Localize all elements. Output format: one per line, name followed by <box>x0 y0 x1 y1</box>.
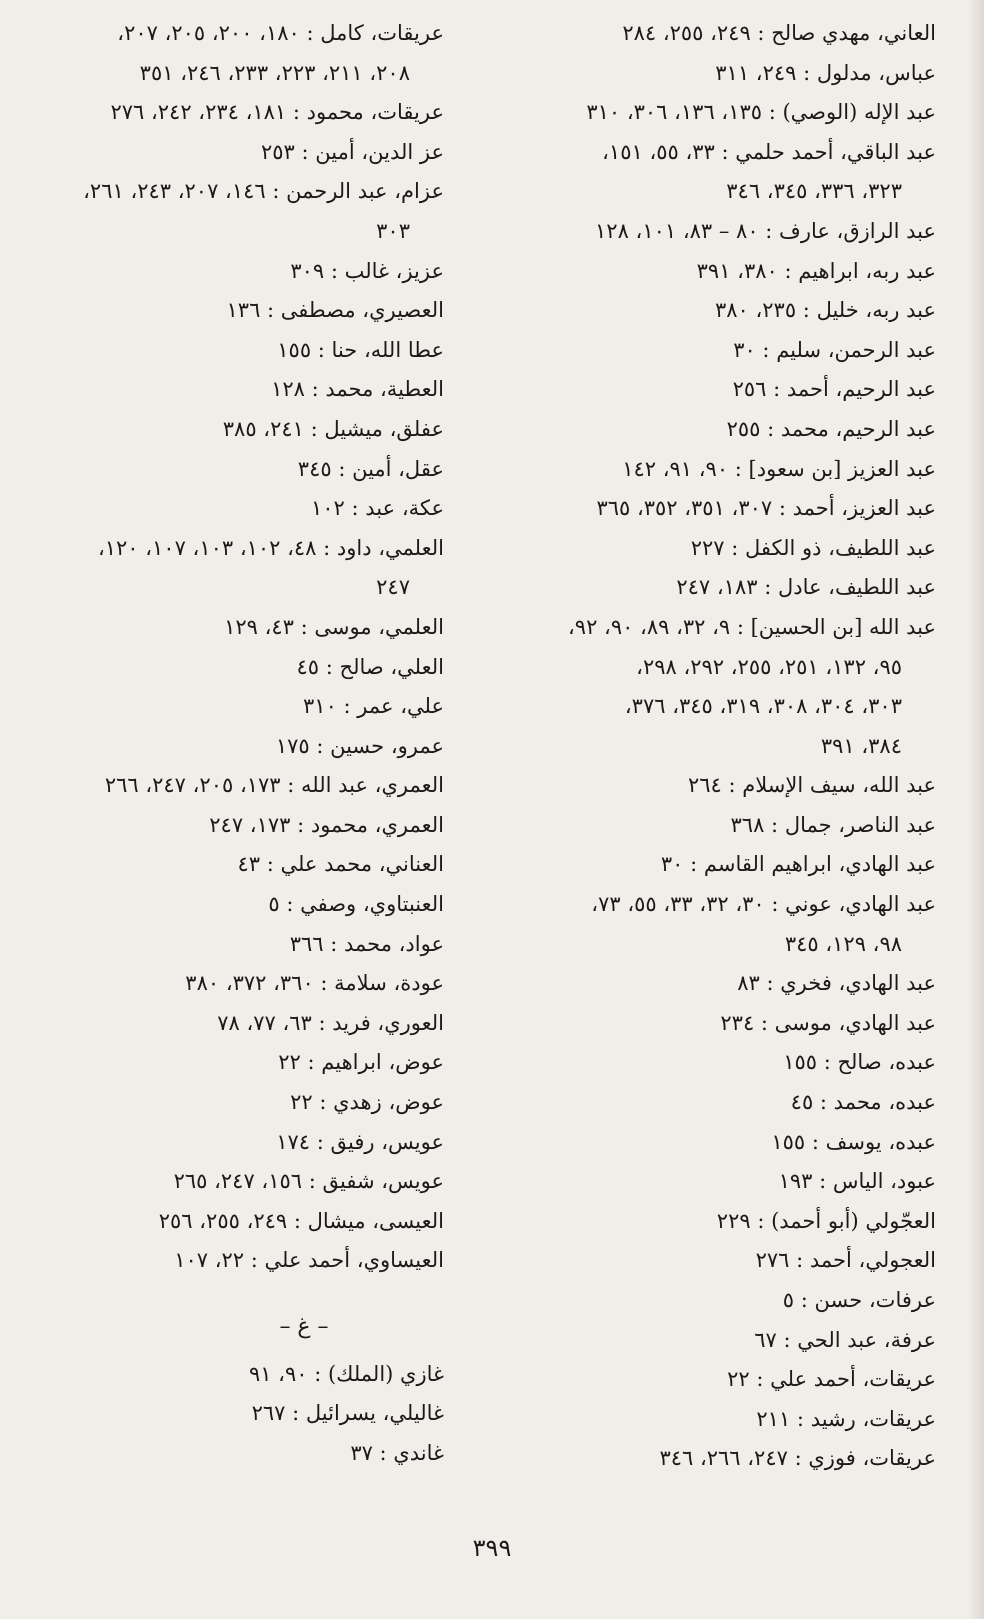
index-entry: عبده، صالح : ١٥٥ <box>783 1050 936 1075</box>
entry-pages: ٣٠٣ <box>376 218 410 243</box>
entry-name: عمرو، حسين <box>330 733 444 758</box>
index-entry: عريقات، كامل : ١٨٠، ٢٠٠، ٢٠٥، ٢٠٧، ٢٠٨، ٢١١، ٢٢٣، ٢٣٣، ٢٤٦، ٣٥١ <box>14 14 444 93</box>
entry-name: العوري، فريد <box>332 1010 444 1035</box>
entry-pages: ١٤٦، ٢٠٧، ٢٤٣، ٢٦١، <box>83 179 266 204</box>
entry-name: العمري، محمود <box>310 812 444 837</box>
index-entry: عبد الرحيم، محمد : ٢٥٥ <box>726 416 936 441</box>
index-entry: العيساوي، أحمد علي : ٢٢، ١٠٧ <box>174 1248 444 1273</box>
entry-name: عبد العزيز، أحمد <box>792 496 936 521</box>
index-entry: غازي (الملك) : ٩٠، ٩١ <box>248 1361 444 1386</box>
entry-pages: ٣٨٠، ٣٩١ <box>696 258 778 283</box>
entry-pages: ١٥٥ <box>771 1129 806 1154</box>
index-entry: العصيري، مصطفى : ١٣٦ <box>226 298 444 323</box>
entry-name: علي، عمر <box>357 694 444 719</box>
index-entry: عبد الهادي، موسى : ٢٣٤ <box>720 1010 936 1035</box>
entry-name: غاندي <box>393 1440 444 1465</box>
index-entry: عبد اللطيف، ذو الكفل : ٢٢٧ <box>690 535 936 560</box>
entry-name: عريقات، محمود <box>306 100 444 125</box>
index-entry: عريقات، فوزي : ٢٤٧، ٢٦٦، ٣٤٦ <box>659 1446 936 1471</box>
entry-pages: ١٨٠، ٢٠٠، ٢٠٥، ٢٠٧، <box>117 21 300 45</box>
entry-name: عكة، عبد <box>365 496 444 521</box>
entry-pages: ٢١١ <box>756 1406 791 1431</box>
entry-name: العلي، صالح <box>339 654 444 679</box>
index-entry: عمرو، حسين : ١٧٥ <box>275 733 444 758</box>
entry-pages: ٣٦٨ <box>730 812 765 837</box>
entry-name: عواد، محمد <box>344 931 444 956</box>
index-entry: العوري، فريد : ٦٣، ٧٧، ٧٨ <box>217 1010 444 1035</box>
entry-pages: ٤٣، ١٢٩ <box>224 614 294 639</box>
entry-pages: ٣٣، ٥٥، ١٥١، <box>602 139 715 164</box>
entry-name: عبد الرحيم، محمد <box>780 416 936 441</box>
entry-name: العيسى، ميشال <box>307 1208 444 1233</box>
index-entry: عطا الله، حنا : ١٥٥ <box>277 337 444 362</box>
entry-pages: ١٠٢ <box>310 496 345 521</box>
index-entry: العطية، محمد : ١٢٨ <box>271 377 444 402</box>
index-entry: عبد الهادي، عوني : ٣٠، ٣٢، ٣٣، ٥٥، ٧٣، ٩٨، ١٢٩، ٣٤٥ <box>496 885 936 964</box>
index-entry: عبد الله، سيف الإسلام : ٢٦٤ <box>687 773 936 798</box>
entry-pages: ٢٤٧، ٢٦٦، ٣٤٦ <box>659 1446 788 1471</box>
entry-pages: ١٣٥، ١٣٦، ٣٠٦، ٣١٠ <box>586 100 763 125</box>
entry-name: العلمي، داود <box>336 535 444 560</box>
index-entry: عويس، رفيق : ١٧٤ <box>276 1129 444 1154</box>
entry-pages: ٣٠، ٣٢، ٣٣، ٥٥، ٧٣، <box>591 892 765 917</box>
index-entry: عرفة، عبد الحي : ٦٧ <box>754 1327 936 1352</box>
entry-name: عريقات، أحمد علي <box>770 1367 936 1392</box>
entry-pages: ٢٢ <box>727 1367 750 1392</box>
entry-name: عرفات، حسن <box>814 1288 936 1312</box>
index-entry: العجّولي (أبو أحمد) : ٢٢٩ <box>716 1208 936 1233</box>
entry-pages: ٥ <box>268 892 280 917</box>
entry-name: عقل، أمين <box>352 456 444 481</box>
entry-pages: ٩٠، ٩١، ١٤٢ <box>622 456 729 481</box>
entry-name: العصيري، مصطفى <box>280 298 444 323</box>
entry-pages: ٩٥، ١٣٢، ٢٥١، ٢٥٥، ٢٩٢، ٢٩٨، <box>636 654 902 679</box>
index-entry: عواد، محمد : ٣٦٦ <box>289 931 444 956</box>
entry-pages: ٢٢، ١٠٧ <box>174 1248 245 1273</box>
entry-pages: ٦٧ <box>754 1327 777 1352</box>
entry-name: العمري، عبد الله <box>301 773 444 798</box>
entry-pages: ٣٠ <box>733 337 756 362</box>
page-edge <box>968 0 984 1619</box>
entry-pages: ٤٥ <box>790 1090 814 1115</box>
index-entry: عبد الهادي، فخري : ٨٣ <box>737 971 936 996</box>
index-entry: العلمي، موسى : ٤٣، ١٢٩ <box>224 614 444 639</box>
index-entry: عبده، محمد : ٤٥ <box>790 1090 936 1115</box>
entry-name: العنبتاوي، وصفي <box>300 892 444 917</box>
entry-name: عريقات، كامل <box>320 21 444 45</box>
entries-ghayn <box>14 1355 444 1474</box>
entry-pages: ٣٧ <box>350 1440 373 1465</box>
entry-name: عبد ربه، ابراهيم <box>798 258 936 283</box>
entry-pages: ٣٨٤، ٣٩١ <box>820 733 902 758</box>
entry-name: عزام، عبد الرحمن <box>286 179 444 204</box>
index-entry: عكة، عبد : ١٠٢ <box>310 496 444 521</box>
entry-pages: ٢٢ <box>290 1090 313 1115</box>
index-entry: عقل، أمين : ٣٤٥ <box>297 456 444 481</box>
index-entry: العلمي، داود : ٤٨، ١٠٢، ١٠٣، ١٠٧، ١٢٠، ٢٤٧ <box>14 529 444 608</box>
entry-name: عزيز، غالب <box>344 258 444 283</box>
entry-pages: ٢٤٧ <box>376 575 410 600</box>
entry-pages: ٢٠٨، ٢١١، ٢٢٣، ٢٣٣، ٢٤٦، ٣٥١ <box>139 60 410 85</box>
entry-name: عودة، سلامة <box>334 971 444 996</box>
entry-name: عبد الهادي، ابراهيم القاسم <box>703 852 936 877</box>
entry-name: عبد الهادي، موسى <box>774 1010 936 1035</box>
entry-name: عبد العزيز [بن سعود] <box>748 456 936 481</box>
entry-pages: ١٥٥ <box>277 337 312 362</box>
index-entry: عبد ربه، خليل : ٢٣٥، ٣٨٠ <box>714 298 936 323</box>
entry-name: عبد الرحمن، سليم <box>776 337 936 362</box>
entry-name: عباس، مدلول <box>816 60 936 85</box>
index-entry: عرفات، حسن : ٥ <box>782 1288 936 1312</box>
entry-pages: ١٨٣، ٢٤٧ <box>676 575 758 600</box>
entry-pages: ١٧٣، ٢٤٧ <box>209 812 291 837</box>
index-entry: العمري، محمود : ١٧٣، ٢٤٧ <box>209 812 444 837</box>
entry-pages: ٣٦٠، ٣٧٢، ٣٨٠ <box>185 971 314 996</box>
entry-name: عبده، يوسف <box>825 1129 936 1154</box>
entry-pages: ٣٠٧، ٣٥١، ٣٥٢، ٣٦٥ <box>596 496 773 521</box>
entry-pages: ٣١٠ <box>303 694 337 719</box>
entry-name: عوض، زهدي <box>333 1090 444 1115</box>
entry-pages: ٣٠٩ <box>290 258 325 283</box>
index-entry: العنبتاوي، وصفي : ٥ <box>268 892 444 917</box>
index-column-left <box>14 14 444 1473</box>
entry-pages: ٤٨، ١٠٢، ١٠٣، ١٠٧، ١٢٠، <box>97 535 317 560</box>
entry-name: العيساوي، أحمد علي <box>264 1248 444 1273</box>
index-entry: عبد الرازق، عارف : ٨٠ – ٨٣، ١٠١، ١٢٨ <box>595 218 936 243</box>
index-entry: عبد العزيز [بن سعود] : ٩٠، ٩١، ١٤٢ <box>622 456 936 481</box>
entry-name: عبد الباقي، أحمد حلمي <box>735 139 936 164</box>
entry-pages: ١٣٦ <box>226 298 261 323</box>
entry-name: عبده، صالح <box>837 1050 936 1075</box>
index-entry: عبد الرحيم، أحمد : ٢٥٦ <box>732 377 936 402</box>
index-entry: العناني، محمد علي : ٤٣ <box>237 852 444 877</box>
entry-name: عبد الإله (الوصي) <box>782 100 936 125</box>
entry-name: عبد الرحيم، أحمد <box>786 377 936 402</box>
index-entry: العيسى، ميشال : ٢٤٩، ٢٥٥، ٢٥٦ <box>158 1208 444 1233</box>
entry-pages: ٢٣٥، ٣٨٠ <box>714 298 797 323</box>
entry-name: غازي (الملك) <box>327 1361 444 1386</box>
index-entry: عوض، زهدي : ٢٢ <box>290 1090 444 1115</box>
index-entry: عبد الهادي، ابراهيم القاسم : ٣٠ <box>660 852 936 877</box>
entry-name: العاني، مهدي صالح <box>771 21 936 45</box>
entry-pages: ٢٤٩، ٢٥٥، ٢٥٦ <box>158 1208 288 1233</box>
entry-pages: ١٥٥ <box>783 1050 818 1075</box>
entry-pages: ٣٠٣، ٣٠٤، ٣٠٨، ٣١٩، ٣٤٥، ٣٧٦، <box>624 694 902 719</box>
entry-pages: ٢٥٥ <box>726 416 761 441</box>
entry-name: عرفة، عبد الحي <box>797 1327 936 1352</box>
index-entry: عبد ربه، ابراهيم : ٣٨٠، ٣٩١ <box>696 258 936 283</box>
index-entry: علي، عمر : ٣١٠ <box>303 694 444 719</box>
index-entry: عوض، ابراهيم : ٢٢ <box>278 1050 444 1075</box>
index-entry: غاليلي، يسرائيل : ٢٦٧ <box>251 1401 444 1426</box>
entry-pages: ١٨١، ٢٣٤، ٢٤٢، ٢٧٦ <box>110 100 287 125</box>
entry-name: عز الدين، أمين <box>315 139 444 164</box>
entry-name: عطا الله، حنا <box>331 337 444 362</box>
entry-name: عبد الله [بن الحسين] <box>750 614 936 639</box>
entry-name: عوض، ابراهيم <box>321 1050 444 1075</box>
entry-name: عبد اللطيف، عادل <box>777 575 936 600</box>
entry-pages: ٣٤٥ <box>297 456 332 481</box>
entry-pages: ٨٠ – ٨٣، ١٠١، ١٢٨ <box>595 218 759 243</box>
entry-pages: ١٧٥ <box>275 733 310 758</box>
index-entry: عريقات، محمود : ١٨١، ٢٣٤، ٢٤٢، ٢٧٦ <box>110 100 444 125</box>
entry-name: عويس، شفيق <box>322 1169 444 1194</box>
entry-pages: ٩٨، ١٢٩، ٣٤٥ <box>784 931 902 956</box>
index-entry: عزام، عبد الرحمن : ١٤٦، ٢٠٧، ٢٤٣، ٢٦١، ٣٠٣ <box>14 172 444 251</box>
index-entry: عبده، يوسف : ١٥٥ <box>771 1129 936 1154</box>
entry-pages: ٦٣، ٧٧، ٧٨ <box>217 1010 312 1035</box>
index-column-right <box>496 14 936 1479</box>
entry-name: عبد اللطيف، ذو الكفل <box>744 535 936 560</box>
entry-name: العلمي، موسى <box>314 614 444 639</box>
page-number: ٣٩٩ <box>472 1534 512 1562</box>
index-entry: عبد الله [بن الحسين] : ٩، ٣٢، ٨٩، ٩٠، ٩٢، ٩٥، ١٣٢، ٢٥١، ٢٥٥، ٢٩٢، ٢٩٨، ٣٠٣، ٣٠٤، ٣٠٨، ٣١٩، ٣٤٥، ٣٧٦، ٣٨٤، ٣٩١ <box>496 608 936 766</box>
entries-ayn-continued <box>14 14 444 1281</box>
index-entry: عبد الإله (الوصي) : ١٣٥، ١٣٦، ٣٠٦، ٣١٠ <box>586 100 936 125</box>
index-entry: عز الدين، أمين : ٢٥٣ <box>260 139 444 164</box>
entry-name: عريقات، رشيد <box>810 1406 936 1431</box>
entry-pages: ٢٢٩ <box>716 1208 751 1233</box>
index-entry: غاندي : ٣٧ <box>350 1440 444 1465</box>
entry-name: عويس، رفيق <box>330 1129 444 1154</box>
index-entry: العجولي، أحمد : ٢٧٦ <box>755 1248 936 1273</box>
index-entry: عريقات، أحمد علي : ٢٢ <box>727 1367 936 1392</box>
index-entry: العلي، صالح : ٤٥ <box>296 654 444 679</box>
index-entry: عباس، مدلول : ٢٤٩، ٣١١ <box>715 60 936 85</box>
index-entry: عبد الرحمن، سليم : ٣٠ <box>733 337 936 362</box>
entry-name: عبد الله، سيف الإسلام <box>742 773 936 798</box>
entry-pages: ١٧٤ <box>276 1129 311 1154</box>
index-entry: عبود، الياس : ١٩٣ <box>778 1169 936 1194</box>
entry-pages: ٩، ٣٢، ٨٩، ٩٠، ٩٢، <box>568 614 731 639</box>
entry-pages: ٢٢ <box>278 1050 301 1075</box>
entry-pages: ٢٧٦ <box>755 1248 790 1273</box>
entry-name: عبده، محمد <box>833 1090 936 1115</box>
entry-name: العجّولي (أبو أحمد) <box>771 1208 936 1233</box>
entry-name: العناني، محمد علي <box>280 852 444 877</box>
entry-pages: ٤٥ <box>296 654 320 679</box>
section-letter-ghayn: – غ – <box>279 1314 329 1339</box>
entry-pages: ٢٤١، ٣٨٥ <box>222 416 304 441</box>
entry-pages: ٢٣٤ <box>720 1010 755 1035</box>
entry-pages: ١٧٣، ٢٠٥، ٢٤٧، ٢٦٦ <box>104 773 281 798</box>
index-entry: عبد اللطيف، عادل : ١٨٣، ٢٤٧ <box>676 575 936 600</box>
index-entry: عبد العزيز، أحمد : ٣٠٧، ٣٥١، ٣٥٢، ٣٦٥ <box>596 496 936 521</box>
entry-pages: ٥ <box>782 1288 795 1312</box>
entry-pages: ١٥٦، ٢٤٧، ٢٦٥ <box>173 1169 303 1194</box>
index-entry: عبد الناصر، جمال : ٣٦٨ <box>730 812 936 837</box>
entry-name: عبد الهادي، فخري <box>780 971 936 996</box>
entry-name: عبد ربه، خليل <box>816 298 936 323</box>
index-entry: عريقات، رشيد : ٢١١ <box>756 1406 936 1431</box>
entry-pages: ٩٠، ٩١ <box>248 1361 308 1386</box>
entry-pages: ٢٦٤ <box>687 773 722 798</box>
index-entry: عودة، سلامة : ٣٦٠، ٣٧٢، ٣٨٠ <box>185 971 444 996</box>
entry-name: عبد الهادي، عوني <box>785 892 936 917</box>
entry-name: عبد الرازق، عارف <box>779 218 936 243</box>
index-entry: العاني، مهدي صالح : ٢٤٩، ٢٥٥، ٢٨٤ <box>622 21 936 45</box>
entry-pages: ٢٢٧ <box>690 535 725 560</box>
index-entry: عويس، شفيق : ١٥٦، ٢٤٧، ٢٦٥ <box>173 1169 444 1194</box>
entry-name: العطية، محمد <box>325 377 444 402</box>
entry-pages: ٣٦٦ <box>289 931 324 956</box>
entry-pages: ٤٣ <box>237 852 261 877</box>
entry-pages: ٣٠ <box>660 852 684 877</box>
entry-name: عفلق، ميشيل <box>324 416 444 441</box>
entry-pages: ٨٣ <box>737 971 760 996</box>
entry-name: عبود، الياس <box>832 1169 936 1194</box>
entry-pages: ٢٤٩، ٣١١ <box>715 60 797 85</box>
entry-name: العجولي، أحمد <box>809 1248 936 1273</box>
entry-name: عبد الناصر، جمال <box>784 812 936 837</box>
entry-pages: ٢٥٣ <box>260 139 295 164</box>
entry-name: غاليلي، يسرائيل <box>305 1401 444 1426</box>
entry-pages: ٣٢٣، ٣٣٦، ٣٤٥، ٣٤٦ <box>726 179 902 204</box>
index-entry: عزيز، غالب : ٣٠٩ <box>290 258 444 283</box>
entry-name: عريقات، فوزي <box>808 1446 936 1471</box>
index-entry: العمري، عبد الله : ١٧٣، ٢٠٥، ٢٤٧، ٢٦٦ <box>104 773 444 798</box>
entry-pages: ٢٤٩، ٢٥٥، ٢٨٤ <box>622 21 751 45</box>
entry-pages: ١٩٣ <box>778 1169 813 1194</box>
entry-pages: ٢٦٧ <box>251 1401 286 1426</box>
entry-pages: ٢٥٦ <box>732 377 767 402</box>
index-entry: عفلق، ميشيل : ٢٤١، ٣٨٥ <box>222 416 444 441</box>
index-entry: عبد الباقي، أحمد حلمي : ٣٣، ٥٥، ١٥١، ٣٢٣، ٣٣٦، ٣٤٥، ٣٤٦ <box>496 133 936 212</box>
entry-pages: ١٢٨ <box>271 377 305 402</box>
